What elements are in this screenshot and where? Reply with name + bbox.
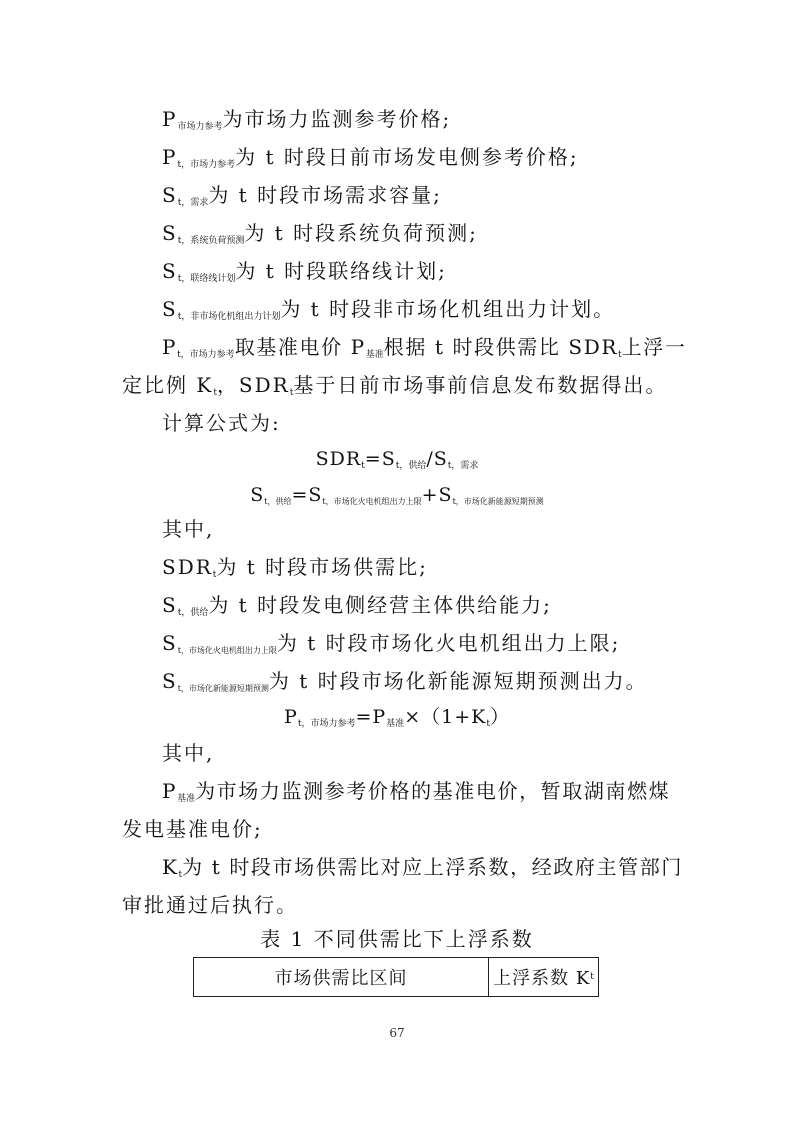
where-label: 其中, bbox=[162, 741, 215, 765]
paragraph-line: $P_{t,市场力参考}$取基准电价 $P_{基准}$根据 t 时段供需比 $SDR_t$上浮一 bbox=[162, 335, 687, 360]
paragraph-line: $P_{基准}$为市场力监测参考价格的基准电价，暂取湖南燃煤 bbox=[162, 779, 671, 804]
table-header-cell: 市场供需比区间 bbox=[194, 958, 489, 996]
paragraph-line: 定比例 $K_t$，$SDR_t$基于日前市场事前信息发布数据得出。 bbox=[122, 373, 668, 398]
formula-supply: $S_{t,供给}=S_{t,市场化火电机组出力上限}+S_{t,市场化新能源短期预测}$ bbox=[250, 484, 544, 506]
definition-line: $S_{t,系统负荷预测}$为 t 时段系统负荷预测; bbox=[162, 221, 478, 246]
formula-price: $P_{t,市场力参考}=P_{基准}\times(1+K_t)$ bbox=[284, 706, 510, 729]
table-header-cell: 上浮系数 K t bbox=[493, 968, 594, 989]
definition-line: $S_{t,需求}$为 t 时段市场需求容量; bbox=[162, 183, 442, 208]
definition-line: $SDR_t$为 t 时段市场供需比; bbox=[162, 555, 428, 580]
paragraph-line: 发电基准电价; bbox=[122, 817, 263, 841]
paragraph-line: $K_t$为 t 时段市场供需比对应上浮系数，经政府主管部门 bbox=[162, 855, 683, 880]
table-caption: 表 1 不同供需比下上浮系数 bbox=[260, 927, 534, 951]
definition-line: $S_{t,供给}$为 t 时段发电侧经营主体供给能力; bbox=[162, 593, 552, 618]
formula-intro: 计算公式为: bbox=[162, 411, 281, 435]
definition-line: $S_{t,市场化新能源短期预测}$为 t 时段市场化新能源短期预测出力。 bbox=[162, 669, 648, 693]
coefficient-table bbox=[193, 957, 599, 997]
definition-line: $P_{市场力参考}$为市场力监测参考价格; bbox=[162, 107, 452, 132]
definition-line: $S_{t,非市场化机组出力计划}$为 t 时段非市场化机组出力计划。 bbox=[162, 297, 616, 322]
definition-line: $S_{t,联络线计划}$为 t 时段联络线计划; bbox=[162, 259, 447, 284]
formula-sdr: $SDR_t=S_{t,供给}/S_{t,需求}$ bbox=[315, 448, 479, 471]
where-label: 其中, bbox=[162, 517, 215, 541]
paragraph-line: 审批通过后执行。 bbox=[122, 893, 298, 917]
page-number: 67 bbox=[389, 1026, 405, 1040]
definition-line: $P_{t,市场力参考}$为 t 时段日前市场发电侧参考价格; bbox=[162, 145, 579, 170]
definition-line: $S_{t,市场化火电机组出力上限}$为 t 时段市场化火电机组出力上限; bbox=[162, 631, 621, 655]
